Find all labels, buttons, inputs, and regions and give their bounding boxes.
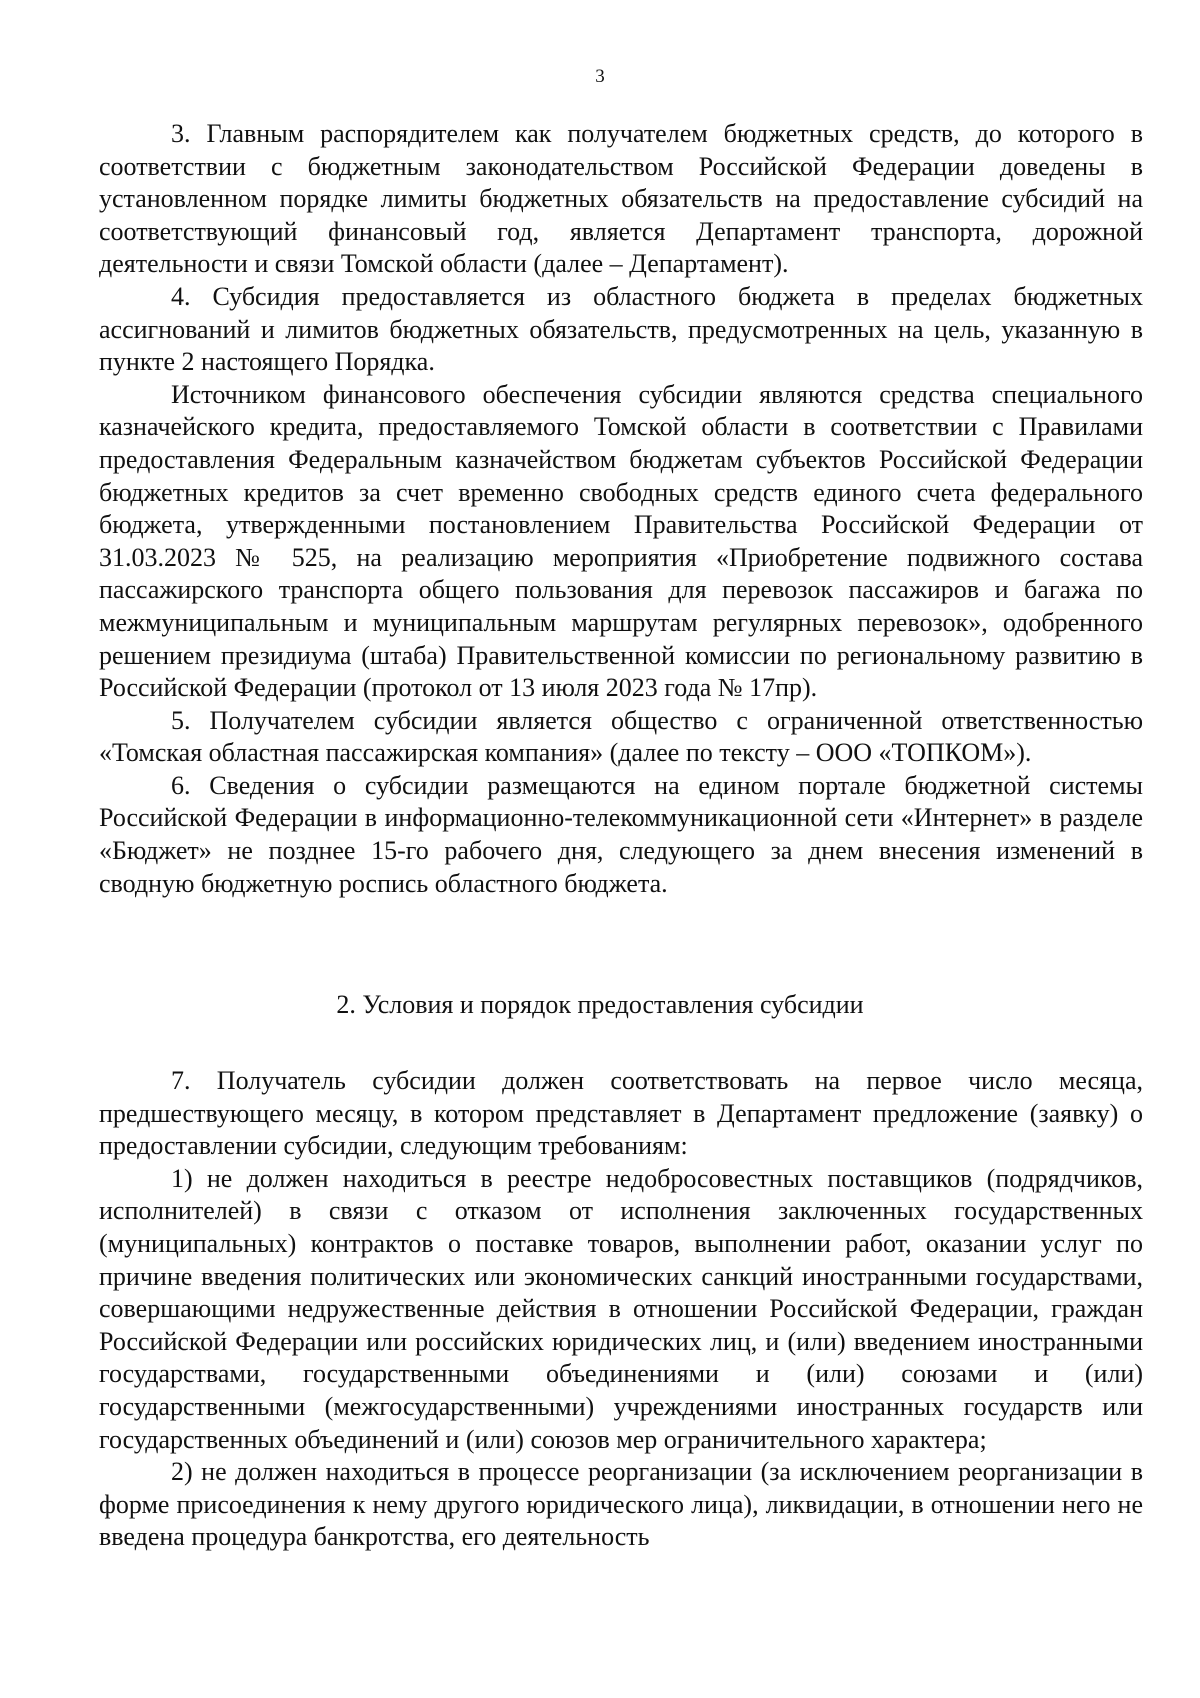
paragraphs-section-2	[99, 1065, 1143, 1554]
paragraph-item-3: 3. Главным распорядителем как получателем бюджетных средств, до которого в соответствии с бюджетным законодательством Российской Федерации доведены в установленном порядке лимиты бюджетных обязательств на предоставление субсидий на соответствующий финансовый год, является Департамент транспорта, дорожной деятельности и связи Томской области (далее – Департамент).	[99, 119, 1143, 279]
paragraph-funding-source: Источником финансового обеспечения субсидии являются средства специального казначейского кредита, предоставляемого Томской области в соответствии с Правилами предоставления Федеральным казначейством бюджетам субъектов Российской Федерации бюджетных кредитов за счет временно свободных средств единого счета федерального бюджета, утвержденными постановлением Правительства Российской Федерации от 31.03.2023 № 525, на реализацию мероприятия «Приобретение подвижного состава пассажирского транспорта общего пользования для перевозок пассажиров и багажа по межмуниципальным и муниципальным маршрутам регулярных перевозок», одобренного решением президиума (штаба) Правительственной комиссии по региональному развитию в Российской Федерации (протокол от 13 июля 2023 года № 17пр).	[99, 379, 1143, 703]
paragraph-subitem-1: 1) не должен находиться в реестре недобросовестных поставщиков (подрядчиков, исполнителей) в связи с отказом от исполнения заключенных государственных (муниципальных) контрактов о поставке товаров, выполнении работ, оказании услуг по причине введения политических или экономических санкций иностранными государствами, совершающими недружественные действия в отношении Российской Федерации, граждан Российской Федерации или российских юридических лиц, и (или) введением иностранными государствами, государственными объединениями и (или) союзами и (или) государственными (межгосударственными) учреждениями иностранных государств или государственных объединений и (или) союзов мер ограничительного характера;	[99, 1163, 1143, 1454]
section-heading: 2. Условия и порядок предоставления субсидии	[336, 990, 864, 1019]
paragraph-item-6: 6. Сведения о субсидии размещаются на едином портале бюджетной системы Российской Федерации в информационно-телекоммуникационной сети «Интернет» в разделе «Бюджет» не позднее 15-го рабочего дня, следующего за днем внесения изменений в сводную бюджетную роспись областного бюджета.	[99, 770, 1143, 898]
paragraph-item-5: 5. Получателем субсидии является общество с ограниченной ответственностью «Томская областная пассажирская компания» (далее по тексту – ООО «ТОПКОМ»).	[99, 705, 1143, 768]
paragraph-item-7: 7. Получатель субсидии должен соответствовать на первое число месяца, предшествующего месяцу, в котором представляет в Департамент предложение (заявку) о предоставлении субсидии, следующим требованиям:	[99, 1066, 1143, 1161]
paragraph-subitem-2: 2) не должен находиться в процессе реорганизации (за исключением реорганизации в форме присоединения к нему другого юридического лица), ликвидации, в отношении него не введена процедура банкротства, его деятельность	[99, 1457, 1143, 1552]
paragraph-item-4: 4. Субсидия предоставляется из областного бюджета в пределах бюджетных ассигнований и лимитов бюджетных обязательств, предусмотренных на цель, указанную в пункте 2 настоящего Порядка.	[99, 281, 1143, 377]
page-number: 3	[595, 66, 605, 87]
paragraphs-section-1	[99, 118, 1143, 900]
